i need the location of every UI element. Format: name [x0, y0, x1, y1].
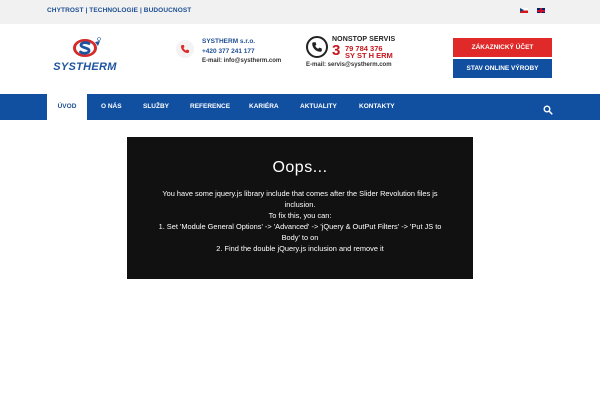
nav-item-o-nas[interactable]: O NÁS [101, 103, 122, 110]
service-big-digit: 3 [332, 42, 341, 59]
main-nav [0, 94, 600, 120]
order-status-button[interactable]: STAV ONLINE VÝROBY [453, 59, 552, 78]
company-email[interactable]: E-mail: info@systherm.com [202, 58, 282, 64]
phone-icon [176, 40, 194, 58]
slogan: CHYTROST | TECHNOLOGIE | BUDOUCNOST [47, 7, 192, 14]
error-line: You have some jquery.js library include that comes after the Slider Revolution files js [162, 189, 438, 198]
service-number[interactable]: 79 784 376 [345, 44, 383, 53]
logo-text: SYSTHERM [53, 61, 117, 73]
service-email[interactable]: E-mail: servis@systherm.com [306, 62, 392, 68]
error-title: Oops... [272, 159, 328, 176]
customer-account-button[interactable]: ZÁKAZNICKÝ ÚČET [453, 38, 552, 57]
header [0, 24, 600, 94]
nav-item-kariera[interactable]: KARIÉRA [249, 103, 279, 110]
service-title: NONSTOP SERVIS [332, 36, 396, 43]
search-icon[interactable] [543, 102, 553, 112]
nav-item-aktuality[interactable]: AKTUALITY [300, 103, 337, 110]
nav-item-reference[interactable]: REFERENCE [190, 103, 231, 110]
error-line: 2. Find the double jQuery.js inclusion and remove it [216, 244, 384, 253]
company-name: SYSTHERM s.r.o. [202, 38, 256, 45]
top-bar [0, 0, 600, 24]
error-line: inclusion. [284, 200, 316, 209]
error-line: Body' to on [281, 233, 319, 242]
logo[interactable] [46, 37, 124, 83]
service-phone-icon [306, 36, 328, 58]
nav-item-sluzby[interactable]: SLUŽBY [143, 103, 169, 110]
error-line: 1. Set 'Module General Options' -> 'Advanced' -> 'jQuery & OutPut Filters' -> 'Put JS to [158, 222, 442, 231]
nav-item-kontakty[interactable]: KONTAKTY [359, 103, 395, 110]
error-line: To fix this, you can: [268, 211, 332, 220]
slider-error-box [127, 137, 473, 279]
nav-item-uvod[interactable]: ÚVOD [47, 94, 87, 120]
service-brand: SY ST H ERM [345, 51, 393, 60]
czech-flag-icon[interactable] [520, 8, 528, 13]
uk-flag-icon[interactable] [537, 8, 545, 13]
company-phone[interactable]: +420 377 241 177 [202, 48, 255, 55]
